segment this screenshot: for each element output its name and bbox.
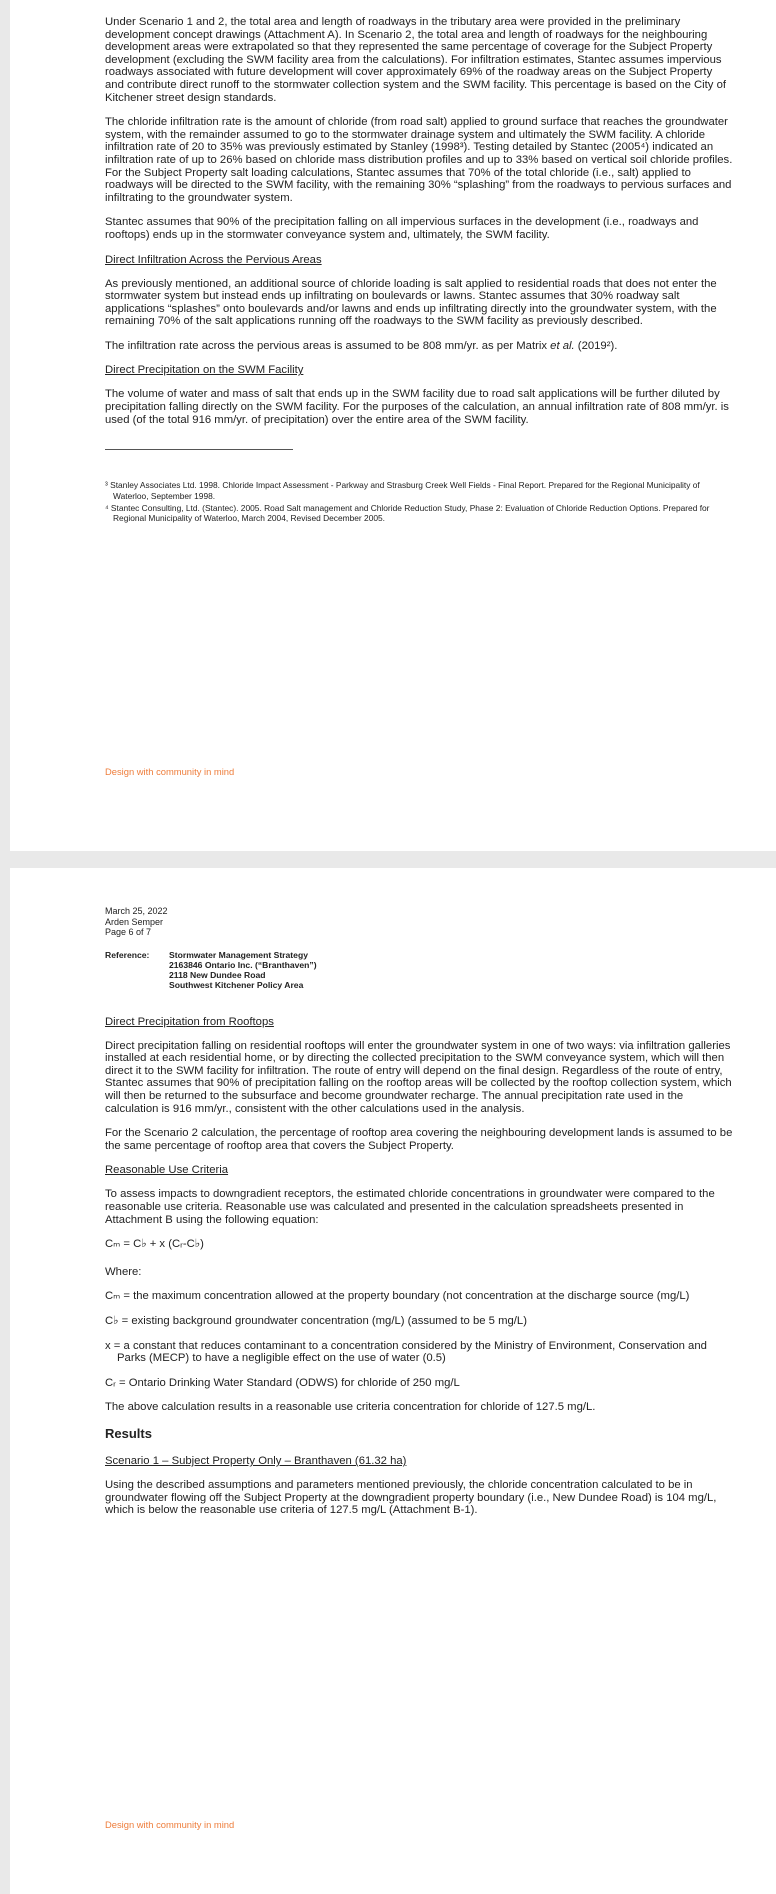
reference-lines	[169, 950, 317, 991]
infiltration-rate-paragraph	[105, 340, 734, 353]
text: (2019²).	[574, 339, 618, 352]
document-page-1	[10, 0, 776, 851]
paragraph: Using the described assumptions and parameters mentioned previously, the chloride concentration calculated to be in groundwater flowing off the Subject Property at the downgradient property boundary (i.e., New Dundee Road) is 104 mg/L, which is below the reasonable use criteria of 127.5 mg/L (Attachment B-1).	[105, 1478, 717, 1517]
reference-line: Stormwater Management Strategy	[169, 949, 308, 960]
text: The infiltration rate across the pervious areas is assumed to be 808 mm/yr. as per Matrix	[105, 339, 551, 352]
paragraph: As previously mentioned, an additional source of chloride loading is salt applied to residential roads that does not enter the stormwater system but instead ends up infiltrating on boulevards or lawns. Stantec assumes that 30% roadway salt applications “splashes” onto boulevards and/or lawns and ends up infiltrating directly into the groundwater system, with the remaining 70% of the salt applications running off the roadways to the SWM facility as previously described.	[105, 277, 717, 328]
reference-line: 2163846 Ontario Inc. (“Branthaven”)	[169, 959, 317, 970]
footer-tagline: Design with community in mind	[105, 1819, 235, 1830]
where-label: Where:	[105, 1265, 142, 1278]
memo-recipient: Arden Semper	[105, 916, 164, 927]
paragraph: Under Scenario 1 and 2, the total area and length of roadways in the tributary area were provided in the preliminary development concept drawings (Attachment A). In Scenario 2, the total area and length of roadways for the neighbouring development areas were extrapolated so that they represented the same percentage of coverage for the Subject Property development (excluding the SWM facility area from the calculations). For infiltration estimates, Stantec assumes impervious roadways associated with future development will cover approximately 69% of the roadway areas on the Subject Property and contribute direct runoff to the stormwater collection system and the SWM facility. This percentage is based on the City of Kitchener street design standards.	[105, 16, 727, 104]
reference-line: 2118 New Dundee Road	[169, 970, 266, 981]
result-sentence: The above calculation results in a reasonable use criteria concentration for chloride of 127.5 mg/L.	[105, 1401, 596, 1414]
memo-header	[105, 906, 734, 938]
footer-tagline: Design with community in mind	[105, 766, 235, 777]
section-heading-rooftops: Direct Precipitation from Rooftops	[105, 1015, 274, 1028]
reference-line: Southwest Kitchener Policy Area	[169, 980, 304, 991]
document-page-2	[10, 868, 776, 1894]
reference-block	[105, 950, 734, 991]
section-heading-scenario-1: Scenario 1 – Subject Property Only – Branthaven (61.32 ha)	[105, 1454, 407, 1467]
section-heading-swm: Direct Precipitation on the SWM Facility	[105, 364, 304, 377]
reference-label: Reference:	[105, 949, 150, 960]
italic-text: et al.	[550, 339, 575, 352]
paragraph: Direct precipitation falling on residential rooftops will enter the groundwater system in one of two ways: via infiltration galleries installed at each residential home, or by directing the collected precipitation to the SWM conveyance system, which will then direct it to the SWM facility for infiltration. The route of entry will depend on the final design. Regardless of the route of entry, Stantec assumes that 90% of precipitation falling on the rooftop areas will be collected by the rooftop collection system, which will then be returned to the subsurface and become groundwater recharge. The annual precipitation rate used in the calculation is 916 mm/yr., consistent with the other calculations used in the analysis.	[105, 1039, 732, 1115]
footnote: ³ Stanley Associates Ltd. 1998. Chloride Impact Assessment - Parkway and Strasburg Creek Well Fields - Final Report. Prepared for the Regional Municipality of Waterloo, September 1998.	[105, 480, 700, 501]
footnote-divider	[105, 449, 293, 450]
page-number: Page 6 of 7	[105, 927, 152, 937]
paragraph: To assess impacts to downgradient receptors, the estimated chloride concentrations in groundwater were compared to the reasonable use criteria. Reasonable use was calculated and presented in the calculation spreadsheets presented in Attachment B using the following equation:	[105, 1188, 715, 1226]
equation: Cₘ = C♭ + x (Cᵣ-C♭)	[105, 1238, 204, 1251]
results-heading: Results	[105, 1425, 152, 1441]
paragraph: Stantec assumes that 90% of the precipitation falling on all impervious surfaces in the development (i.e., roadways and rooftops) ends up in the stormwater conveyance system and, ultimately, the SWM facility.	[105, 216, 699, 241]
section-heading-pervious: Direct Infiltration Across the Pervious Areas	[105, 253, 322, 266]
section-heading-reasonable-use: Reasonable Use Criteria	[105, 1164, 229, 1177]
definition: Cᵣ = Ontario Drinking Water Standard (ODWS) for chloride of 250 mg/L	[105, 1376, 460, 1389]
paragraph: The volume of water and mass of salt that ends up in the SWM facility due to road salt applications will be further diluted by precipitation falling directly on the SWM facility. For the purposes of the calculation, an annual infiltration rate of 808 mm/yr. is used (of the total 916 mm/yr. of precipitation) over the entire area of the SWM facility.	[105, 388, 729, 426]
footnote: ⁴ Stantec Consulting, Ltd. (Stantec). 2005. Road Salt management and Chloride Reduction Study, Phase 2: Evaluation of Chloride Reduction Options. Prepared for Regional Municipality of Waterloo, March 2004, Revised December 2005.	[105, 503, 710, 524]
definition: Cₘ = the maximum concentration allowed at the property boundary (not concentration at the discharge source (mg/L)	[105, 1290, 690, 1303]
paragraph: The chloride infiltration rate is the amount of chloride (from road salt) applied to ground surface that reaches the groundwater system, with the remainder assumed to go to the stormwater drainage system and ultimately the SWM facility. A chloride infiltration rate of 20 to 35% was previously estimated by Stanley (1998³). Testing detailed by Stantec (2005⁴) indicated an infiltration rate of up to 26% based on chloride mass distribution profiles and up to 33% based on vertical soil chloride profiles. For the Subject Property salt loading calculations, Stantec assumes that 70% of the total chloride (i.e., salt) applied to roadways will be directed to the SWM facility, with the remaining 30% “splashing” from the roadways to pervious surfaces and infiltrating to the groundwater system.	[105, 116, 733, 204]
definition: x = a constant that reduces contaminant to a concentration considered by the Ministry of Environment, Conservation and Parks (MECP) to have a negligible effect on the use of water (0.5)	[105, 1339, 707, 1365]
definition: C♭ = existing background groundwater concentration (mg/L) (assumed to be 5 mg/L)	[105, 1315, 527, 1327]
paragraph: For the Scenario 2 calculation, the percentage of rooftop area covering the neighbouring development lands is assumed to be the same percentage of rooftop area that covers the Subject Property.	[105, 1127, 733, 1152]
memo-date: March 25, 2022	[105, 906, 168, 916]
